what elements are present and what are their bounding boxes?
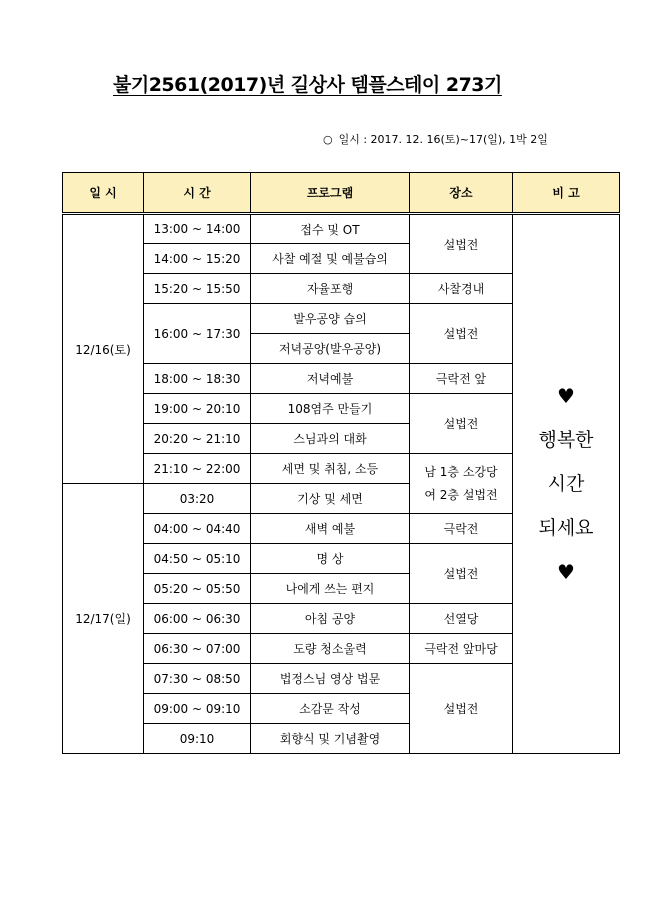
time-cell: 04:00 ~ 04:40 <box>144 514 251 544</box>
time-cell: 14:00 ~ 15:20 <box>144 244 251 274</box>
header-program: 프로그램 <box>251 173 410 214</box>
place-cell: 설법전 <box>410 214 513 274</box>
program-cell: 아침 공양 <box>251 604 410 634</box>
header-place: 장소 <box>410 173 513 214</box>
notes-line: 시간 <box>547 473 585 495</box>
program-cell: 법정스님 영상 법문 <box>251 664 410 694</box>
time-cell: 18:00 ~ 18:30 <box>144 364 251 394</box>
place-line: 여 2층 설법전 <box>424 487 498 502</box>
time-cell: 09:10 <box>144 724 251 754</box>
program-cell: 저녁공양(발우공양) <box>251 334 410 364</box>
time-cell: 09:00 ~ 09:10 <box>144 694 251 724</box>
place-cell: 극락전 앞 <box>410 364 513 394</box>
program-cell: 새벽 예불 <box>251 514 410 544</box>
table-header-row <box>63 173 620 214</box>
place-line: 남 1층 소강당 <box>424 464 498 479</box>
notes-line: 행복한 <box>538 429 594 451</box>
program-cell: 발우공양 습의 <box>251 304 410 334</box>
program-cell: 자율포행 <box>251 274 410 304</box>
program-cell: 사찰 예절 및 예불습의 <box>251 244 410 274</box>
notes-line: 되세요 <box>538 517 594 539</box>
place-cell: 설법전 <box>410 394 513 454</box>
place-cell: 선열당 <box>410 604 513 634</box>
event-date <box>323 131 548 147</box>
program-cell: 명 상 <box>251 544 410 574</box>
time-cell: 06:00 ~ 06:30 <box>144 604 251 634</box>
program-cell: 세면 및 취침, 소등 <box>251 454 410 484</box>
time-cell: 04:50 ~ 05:10 <box>144 544 251 574</box>
time-cell: 07:30 ~ 08:50 <box>144 664 251 694</box>
time-cell: 20:20 ~ 21:10 <box>144 424 251 454</box>
program-cell: 소감문 작성 <box>251 694 410 724</box>
table-row <box>63 214 620 244</box>
time-cell: 05:20 ~ 05:50 <box>144 574 251 604</box>
program-cell: 접수 및 OT <box>251 214 410 244</box>
place-cell: 설법전 <box>410 664 513 754</box>
time-cell: 21:10 ~ 22:00 <box>144 454 251 484</box>
notes-cell <box>513 214 620 754</box>
program-cell: 기상 및 세면 <box>251 484 410 514</box>
time-cell: 03:20 <box>144 484 251 514</box>
schedule-table <box>62 172 620 754</box>
time-cell: 16:00 ~ 17:30 <box>144 304 251 364</box>
day-cell: 12/17(일) <box>63 484 144 754</box>
program-cell: 도량 청소울력 <box>251 634 410 664</box>
program-cell: 회향식 및 기념촬영 <box>251 724 410 754</box>
header-notes: 비 고 <box>513 173 620 214</box>
place-cell: 설법전 <box>410 304 513 364</box>
page-title: 불기2561(2017)년 길상사 템플스테이 273기 <box>113 74 502 96</box>
heart-icon: ♥ <box>557 384 575 408</box>
place-cell: 극락전 <box>410 514 513 544</box>
time-cell: 19:00 ~ 20:10 <box>144 394 251 424</box>
day-cell: 12/16(토) <box>63 214 144 484</box>
place-cell: 사찰경내 <box>410 274 513 304</box>
place-cell: 극락전 앞마당 <box>410 634 513 664</box>
time-cell: 06:30 ~ 07:00 <box>144 634 251 664</box>
program-cell: 저녁예불 <box>251 364 410 394</box>
place-cell: 설법전 <box>410 544 513 604</box>
bullet-icon: ○ <box>323 133 333 146</box>
program-cell: 나에게 쓰는 편지 <box>251 574 410 604</box>
time-cell: 15:20 ~ 15:50 <box>144 274 251 304</box>
place-cell <box>410 454 513 514</box>
heart-icon: ♥ <box>557 560 575 584</box>
header-time: 시 간 <box>144 173 251 214</box>
program-cell: 스님과의 대화 <box>251 424 410 454</box>
event-date-text: 일시 : 2017. 12. 16(토)~17(일), 1박 2일 <box>338 133 548 146</box>
program-cell: 108염주 만들기 <box>251 394 410 424</box>
time-cell: 13:00 ~ 14:00 <box>144 214 251 244</box>
header-date: 일 시 <box>63 173 144 214</box>
